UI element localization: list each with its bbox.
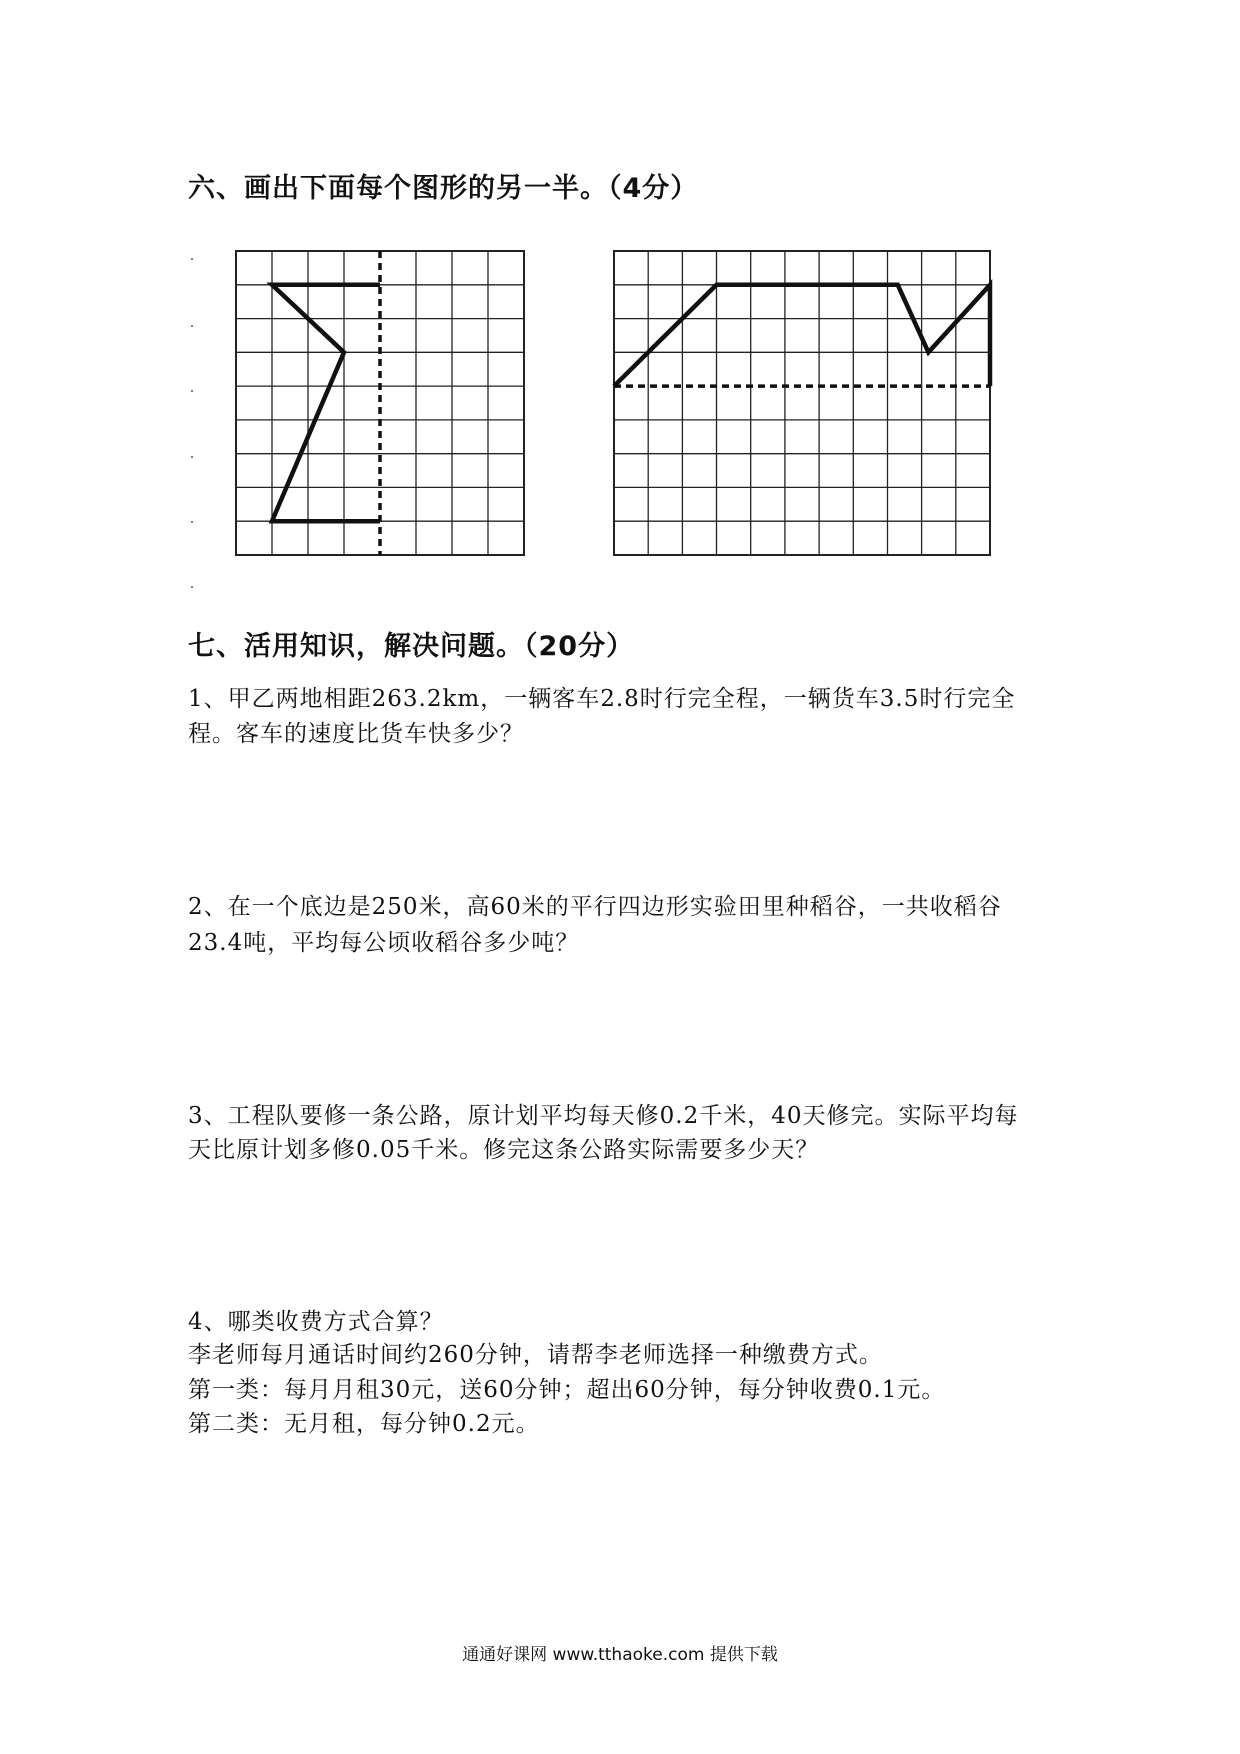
- margin-dot: [191, 521, 193, 523]
- margin-dot: [191, 390, 193, 392]
- grid-figure-left: [236, 251, 526, 557]
- half-figure-right: [614, 285, 990, 386]
- grid-lines-right: [614, 251, 990, 555]
- margin-dot: [191, 456, 193, 458]
- margin-dot: [191, 258, 193, 260]
- section-7-heading: 七、活用知识，解决问题。（20分）: [188, 631, 635, 662]
- section-6-heading: 六、画出下面每个图形的另一半。（4分）: [188, 173, 699, 204]
- half-figure-left: [272, 285, 380, 521]
- question-1-line-1: 1、甲乙两地相距263.2km，一辆客车2.8时行完全程，一辆货车3.5时行完全: [188, 686, 1016, 712]
- question-4-line-1: 4、哪类收费方式合算？: [188, 1309, 444, 1335]
- question-3-line-2: 天比原计划多修0.05千米。修完这条公路实际需要多少天？: [188, 1137, 820, 1163]
- question-1-line-2: 程。客车的速度比货车快多少？: [188, 721, 524, 747]
- question-4-line-4: 第二类：无月租，每分钟0.2元。: [188, 1411, 540, 1437]
- question-4-line-2: 李老师每月通话时间约260分钟，请帮李老师选择一种缴费方式。: [188, 1342, 883, 1368]
- question-2-line-2: 23.4吨，平均每公顷收稻谷多少吨？: [188, 930, 580, 956]
- question-2-line-1: 2、在一个底边是250米，高60米的平行四边形实验田里种稻谷，一共收稻谷: [188, 894, 1002, 920]
- grid-figure-right: [614, 251, 992, 557]
- question-4-line-3: 第一类：每月月租30元，送60分钟；超出60分钟，每分钟收费0.1元。: [188, 1377, 946, 1403]
- question-3-line-1: 3、工程队要修一条公路，原计划平均每天修0.2千米，40天修完。实际平均每: [188, 1103, 1019, 1129]
- margin-dot: [191, 586, 193, 588]
- margin-dot: [191, 325, 193, 327]
- footer-source-text: 通通好课网 www.tthaoke.com 提供下载: [462, 1645, 778, 1665]
